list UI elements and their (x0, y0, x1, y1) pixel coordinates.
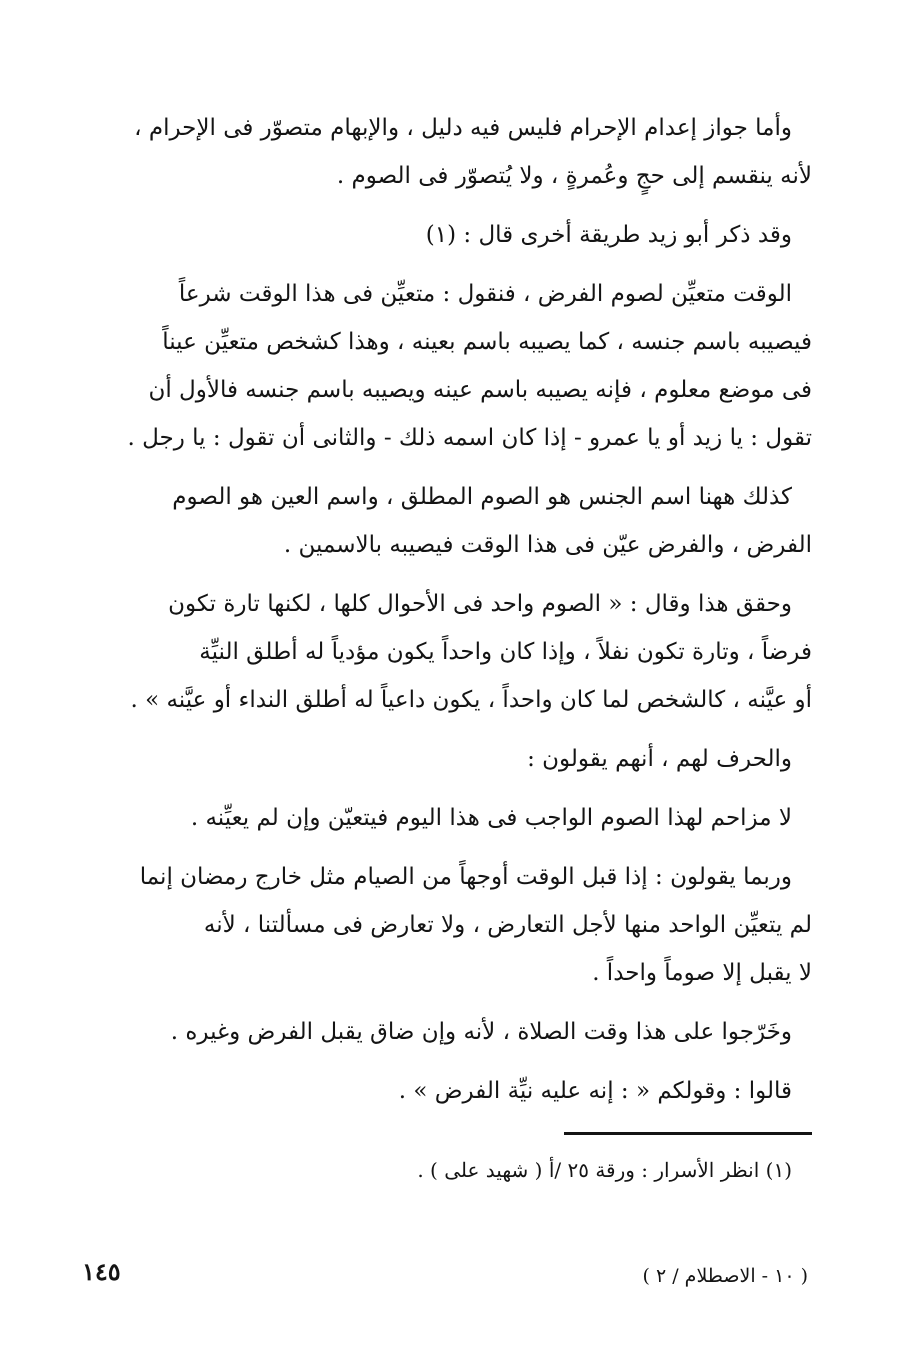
paragraph-3 (100, 270, 812, 462)
text-line: لم يتعيِّن الواحد منها لأجل التعارض ، ولا تعارض فى مسألتنا ، لأنه (203, 912, 812, 938)
text-line: فرضاً ، وتارة تكون نفلاً ، وإذا كان واحداً يكون مؤدياً له أطلق النيِّة (199, 639, 812, 665)
text-line: تقول : يا زيد أو يا عمرو - إذا كان اسمه ذلك - والثانى أن تقول : يا رجل . (127, 425, 812, 451)
paragraph-1 (100, 104, 812, 200)
paragraph-7 (100, 794, 812, 842)
paragraph-2 (100, 211, 812, 259)
footnote: (١) انظر الأسرار : ورقة ٢٥ /أ ( شهيد على ) . (417, 1158, 792, 1182)
text-line: لا مزاحم لهذا الصوم الواجب فى هذا اليوم فيتعيّن وإن لم يعيِّنه . (190, 805, 792, 831)
main-text (100, 104, 812, 1126)
text-line: الفرض ، والفرض عيّن فى هذا الوقت فيصيبه بالاسمين . (283, 532, 812, 558)
page-number: ١٤٥ (82, 1257, 121, 1286)
text-line: لا يقبل إلا صوماً واحداً . (592, 960, 812, 986)
text-line: لأنه ينقسم إلى حجٍ وعُمرةٍ ، ولا يُتصوّر فى الصوم . (336, 163, 812, 189)
text-line: قالوا : وقولكم « : إنه عليه نيِّة الفرض » . (398, 1078, 792, 1104)
text-line: وأما جواز إعدام الإحرام فليس فيه دليل ، والإبهام متصوّر فى الإحرام ، (134, 115, 792, 141)
text-line: وربما يقولون : إذا قبل الوقت أوجهاً من الصيام مثل خارج رمضان إنما (139, 864, 792, 890)
paragraph-10 (100, 1067, 812, 1115)
text-line: وخَرّجوا على هذا وقت الصلاة ، لأنه وإن ضاق يقبل الفرض وغيره . (170, 1019, 792, 1045)
paragraph-5 (100, 580, 812, 724)
footnote-divider (564, 1132, 812, 1135)
paragraph-6 (100, 735, 812, 783)
text-line: وقد ذكر أبو زيد طريقة أخرى قال : (١) (425, 222, 792, 248)
text-line: وحقق هذا وقال : « الصوم واحد فى الأحوال كلها ، لكنها تارة تكون (168, 591, 792, 617)
text-line: فيصيبه باسم جنسه ، كما يصيبه باسم بعينه ، وهذا كشخص متعيِّن عيناً (162, 329, 812, 355)
paragraph-4 (100, 473, 812, 569)
paragraph-9 (100, 1008, 812, 1056)
text-line: كذلك ههنا اسم الجنس هو الصوم المطلق ، واسم العين هو الصوم (172, 484, 792, 510)
printer-signature: ( ١٠ - الاصطلام / ٢ ) (642, 1265, 808, 1287)
text-line: أو عيَّنه ، كالشخص لما كان واحداً ، يكون داعياً له أطلق النداء أو عيَّنه » . (130, 687, 812, 713)
text-line: فى موضع معلوم ، فإنه يصيبه باسم عينه ويصيبه باسم جنسه فالأول أن (148, 377, 812, 403)
paragraph-8 (100, 853, 812, 997)
text-line: والحرف لهم ، أنهم يقولون : (527, 746, 792, 772)
text-line: الوقت متعيِّن لصوم الفرض ، فنقول : متعيِّن فى هذا الوقت شرعاً (178, 281, 792, 307)
